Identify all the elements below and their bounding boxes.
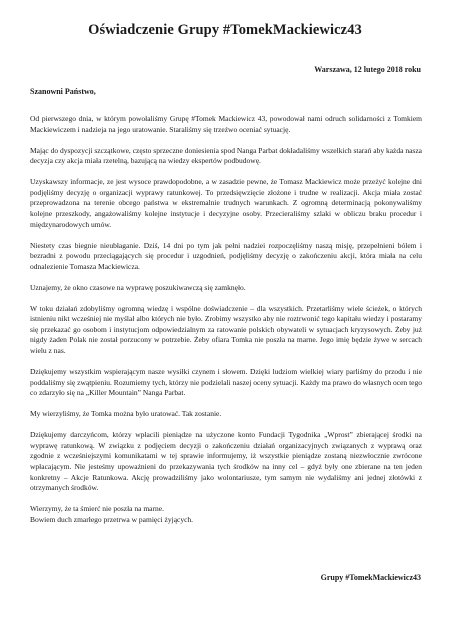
paragraph-3: Uzyskawszy informacje, ze jest wysoce prawdopodobne, a w zasadzie pewne, że Tomasz Mackiewicz może przeżyć kolejne dni podjęliśmy decyzję o organizacji wyprawy ratunkowej. To przedsięwzięcie złożone i trudne w realizacji. Akcja miała zostać przeprowadzona na terenie obcego państwa w ekstremalnie trudnych warunkach. Z ogromną determinacją pokonywaliśmy kolejne przeszkody, angażowaliśmy kolejne instytucje i decyzyjne osoby. Przecieraliśmy szlaki w obliczu braku procedur i międzynarodowych umów.: [30, 177, 422, 229]
paragraph-5: Uznajemy, że okno czasowe na wyprawę poszukiwawczą się zamknęło.: [30, 282, 246, 292]
signature: Grupy #TomekMackiewicz43: [320, 573, 421, 582]
paragraph-2: Mając do dyspozycji szczątkowe, często sprzeczne doniesienia spod Nanga Parbat dokładaliśmy wszelkich starań aby każda nasza decyzja czy akcja miała rzetelną, bazującą na wiedzy ekspertów podbudowę.: [30, 145, 422, 166]
paragraph-6: W toku działań zdobyliśmy ogromną wiedzę i wspólne doświadczenie – dla wszystkich. Przetarliśmy wiele ścieżek, o których istnieniu nikt wcześniej nie myślał albo których nie było. Zrobimy wszystko aby nie roztrwonić tego kapitału wiedzy i postaramy się przekazać go osobom i instytucjom odpowiedzialnym za ratowanie polskich obywateli w sytuacjach kryzysowych. Żeby już nigdy żaden Polak nie został porzucony w potrzebie. Żeby ofiara Tomka nie poszła na marne. Jego imię będzie żywe w sercach wielu z nas.: [30, 303, 422, 356]
statement-body: [30, 114, 422, 536]
paragraph-4: Niestety czas biegnie nieubłaganie. Dziś, 14 dni po tym jak pełni nadziei rozpoczęliśmy naszą misję, przepełnieni bólem i bezradni z powodu przeciągających się procedur i uzgodnień, podjęliśmy decyzję o zakończeniu akcji, która miała na celu odnalezienie Tomasza Mackiewicza.: [30, 240, 422, 271]
paragraph-1: Od pierwszego dnia, w którym powołaliśmy Grupę #Tomek Mackiewicz 43, powodował nami odruch solidarności z Tomkiem Mackiewiczem i nadzieja na jego uratowanie. Staraliśmy się trzeźwo oceniać sytuację.: [30, 114, 422, 134]
paragraph-8: My wierzyliśmy, że Tomka można było uratować. Tak zostanie.: [30, 409, 222, 419]
paragraph-7: Dziękujemy wszystkim wspierającym nasze wysiłki czynem i słowem. Dzięki ludziom wielkiej wiary parliśmy do przodu i nie poddaliśmy się zwątpieniu. Rozumiemy tych, którzy nie podzielali naszej oceny sytuacji. Każdy ma prawo do własnych ocen tego co zdarzyło się na „Killer Mountain” Nanga Parbat.: [30, 367, 422, 398]
paragraph-10: Wierzymy, że ta śmierć nie poszła na marne. Bowiem duch zmarłego przetrwa w pamięci żyjących.: [30, 504, 194, 524]
date-line: Warszawa, 12 lutego 2018 roku: [314, 65, 421, 74]
greeting: Szanowni Państwo,: [30, 87, 96, 96]
document-title: Oświadczenie Grupy #TomekMackiewicz43: [88, 22, 362, 38]
paragraph-9: Dziękujemy darczyńcom, którzy wpłacili pieniądze na użyczone konto Fundacji Tygodnika „Wprost” zbierającej środki na wyprawę ratunkową. W związku z podjęciem decyzji o zakończeniu działań organizacyjnych związanych z wyprawą oraz zgodnie z wcześniejszymi komunikatami w tej sprawie informujemy, iż wszystkie pieniądze zostaną niezwłocznie zwrócone wpłacającym. Nie jesteśmy upoważnieni do przekazywania tych środków na inny cel – gdyż były one zbierane na ten jeden konkretny – Akcje Ratunkowa. Akcję prowadziliśmy jako wolontariusze, tym samym nie wydaliśmy ani jednej złotówki z otrzymanych środków.: [30, 430, 422, 493]
